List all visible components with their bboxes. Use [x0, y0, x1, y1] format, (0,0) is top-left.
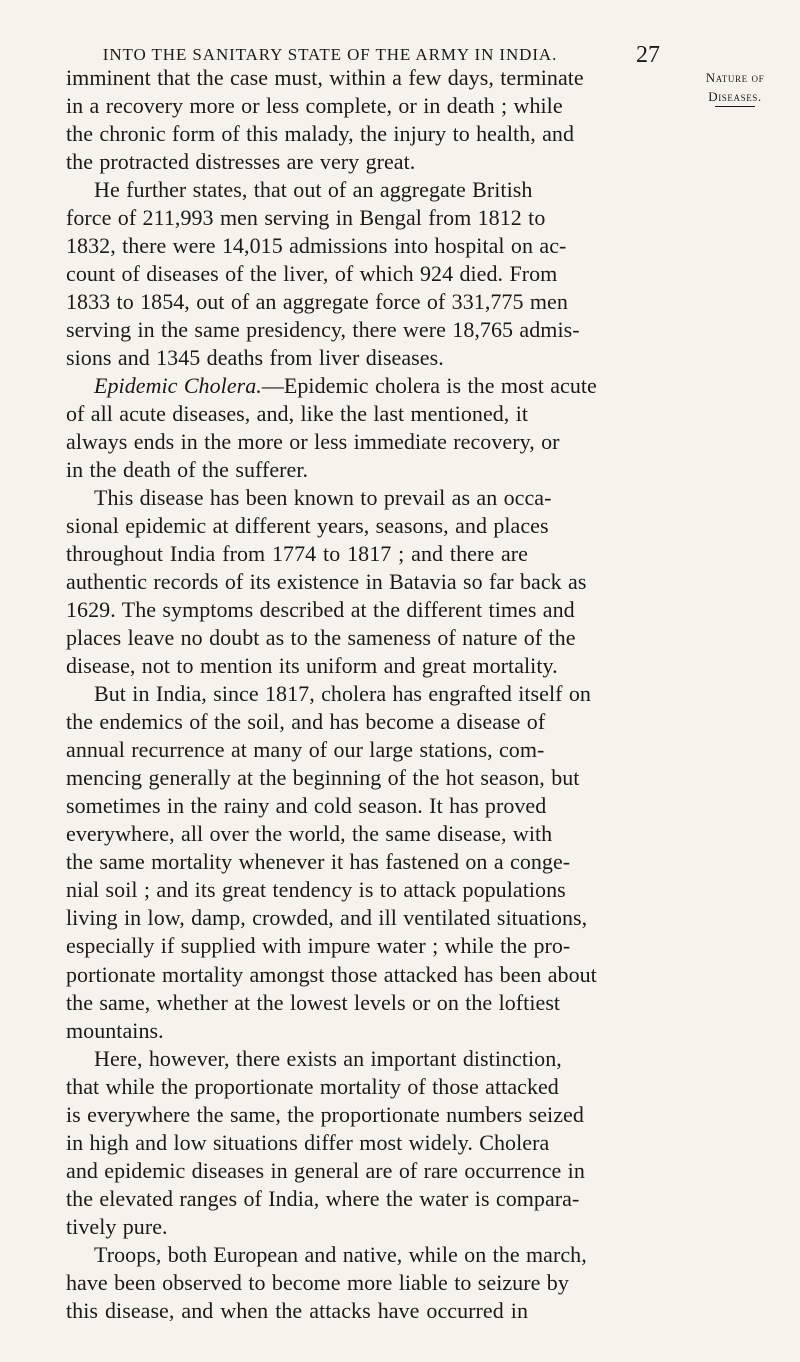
text-line: is everywhere the same, the proportionate numbers seized — [66, 1101, 584, 1127]
text-line: in a recovery more or less complete, or in death ; while — [66, 93, 563, 119]
text-line: serving in the same presidency, there were 18,765 admis- — [66, 317, 580, 343]
text-line: annual recurrence at many of our large stations, com- — [66, 737, 545, 763]
text-line: nial soil ; and its great tendency is to attack populations — [66, 877, 566, 903]
text-line: that while the proportionate mortality of those attacked — [66, 1073, 559, 1099]
text-line: 1832, there were 14,015 admissions into hospital on ac- — [66, 233, 567, 259]
text-line: especially if supplied with impure water ; while the pro- — [66, 933, 571, 959]
text-line: sions and 1345 deaths from liver diseases. — [66, 345, 444, 371]
paragraph-1 — [66, 64, 584, 176]
paragraph-6 — [66, 1045, 585, 1241]
text-line: Here, however, there exists an important distinction, — [94, 1045, 562, 1071]
text-line: everywhere, all over the world, the same disease, with — [66, 821, 553, 847]
text-line: sometimes in the rainy and cold season. It has proved — [66, 793, 547, 819]
text-line: 1629. The symptoms described at the different times and — [66, 597, 575, 623]
text-fragment: —Epidemic cholera is the most acute — [261, 373, 597, 399]
section-heading-epidemic-cholera: Epidemic Cholera. — [94, 373, 262, 399]
page-number: 27 — [636, 42, 660, 68]
text-line: and epidemic diseases in general are of rare occurrence in — [66, 1157, 585, 1183]
text-line: Troops, both European and native, while on the march, — [94, 1241, 587, 1267]
text-line: the chronic form of this malady, the injury to health, and — [66, 121, 575, 147]
text-line: the same mortality whenever it has fastened on a conge- — [66, 849, 571, 875]
text-line: disease, not to mention its uniform and great mortality. — [66, 653, 558, 679]
marginal-note — [680, 68, 790, 107]
text-line: He further states, that out of an aggregate British — [94, 177, 533, 203]
text-line: mountains. — [66, 1017, 164, 1043]
text-line: always ends in the more or less immediate recovery, or — [66, 429, 560, 455]
text-line: tively pure. — [66, 1213, 168, 1239]
text-line: sional epidemic at different years, seasons, and places — [66, 513, 549, 539]
text-line: the same, whether at the lowest levels or on the loftiest — [66, 989, 561, 1015]
marginal-note-line-2: Diseases. — [708, 89, 762, 104]
text-line: of all acute diseases, and, like the last mentioned, it — [66, 401, 529, 427]
text-line: have been observed to become more liable to seizure by — [66, 1269, 569, 1295]
text-line: This disease has been known to prevail as an occa- — [94, 485, 552, 511]
paragraph-3 — [66, 372, 597, 484]
text-line: mencing generally at the beginning of the hot season, but — [66, 765, 580, 791]
text-line — [66, 372, 597, 400]
text-line: authentic records of its existence in Batavia so far back as — [66, 569, 587, 595]
text-line: imminent that the case must, within a few days, terminate — [66, 65, 584, 90]
text-line: count of diseases of the liver, of which 924 died. From — [66, 261, 558, 287]
text-line: living in low, damp, crowded, and ill ventilated situations, — [66, 905, 588, 931]
text-line: the elevated ranges of India, where the water is compara- — [66, 1185, 580, 1211]
paragraph-5 — [66, 680, 597, 1044]
text-line: But in India, since 1817, cholera has engrafted itself on — [94, 681, 591, 707]
running-title: INTO THE SANITARY STATE OF THE ARMY IN INDIA. — [102, 45, 558, 64]
text-line: portionate mortality amongst those attacked has been about — [66, 961, 597, 987]
text-line: the protracted distresses are very great. — [66, 149, 416, 175]
paragraph-2 — [66, 176, 580, 372]
body-text — [66, 64, 597, 1325]
paragraph-4 — [66, 484, 587, 680]
text-line: places leave no doubt as to the sameness of nature of the — [66, 625, 576, 651]
text-line: in the death of the sufferer. — [66, 457, 309, 483]
text-line: in high and low situations differ most widely. Cholera — [66, 1129, 550, 1155]
text-line: 1833 to 1854, out of an aggregate force of 331,775 men — [66, 289, 568, 315]
text-line: throughout India from 1774 to 1817 ; and there are — [66, 541, 528, 567]
text-line: the endemics of the soil, and has become a disease of — [66, 709, 546, 735]
text-line: force of 211,993 men serving in Bengal from 1812 to — [66, 205, 546, 231]
marginal-note-rule — [715, 106, 755, 107]
text-line: this disease, and when the attacks have occurred in — [66, 1297, 528, 1323]
marginal-note-line-1: Nature of — [705, 70, 765, 85]
paragraph-7 — [66, 1241, 587, 1325]
